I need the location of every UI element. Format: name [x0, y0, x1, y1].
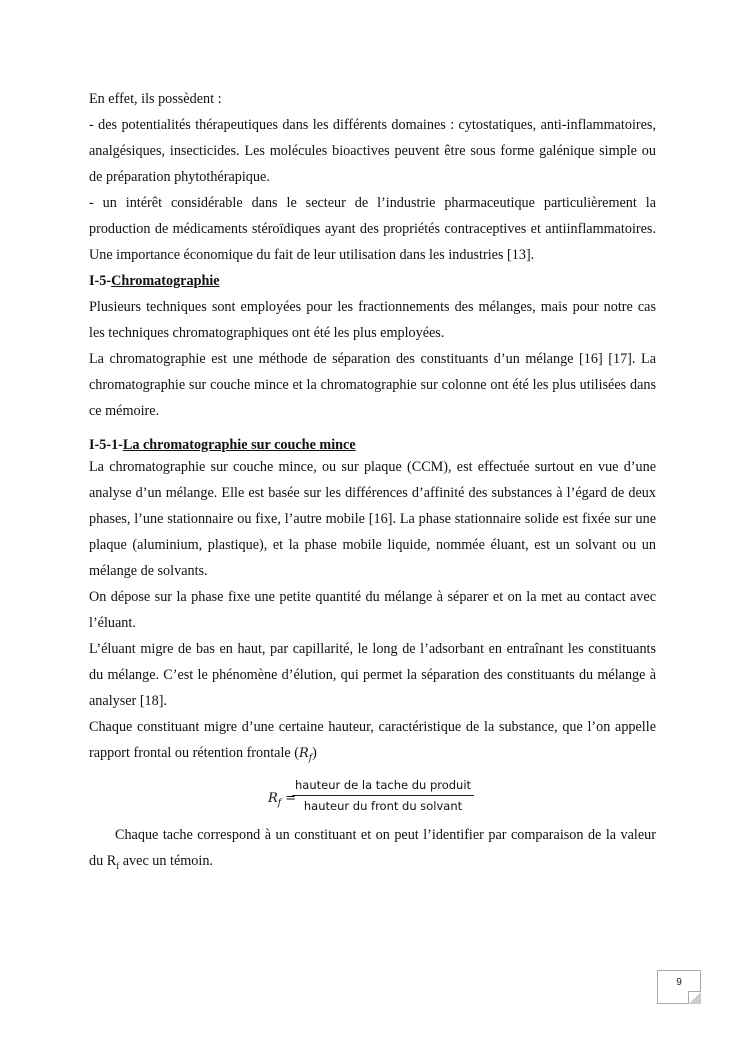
- subsection-title: La chromatographie sur couche mince: [122, 437, 356, 453]
- rf-symbol: $R_f$: [298, 746, 313, 764]
- formula-fraction: [292, 775, 474, 816]
- formula-lhs: $R_f$ =: [268, 790, 297, 809]
- subsection-number: I-5-1-: [89, 437, 123, 453]
- section-heading-ccm: [89, 437, 656, 454]
- paragraph-definition: La chromatographie est une méthode de séparation des constituants d’un mélange [16] [17]. La chromatographie sur couche mince et la chromatographie sur colonne ont été les plus utilisées dans ce mémoire.: [89, 351, 656, 419]
- section-number: I-5-: [89, 273, 112, 289]
- page-body: [89, 86, 656, 878]
- rapport-frontal-text: Chaque constituant migre d’une certaine hauteur, caractéristique de la substance, que l’on appelle rapport frontal ou rétention frontale (: [89, 719, 656, 761]
- intro-text: En effet, ils possèdent :: [89, 91, 222, 107]
- close-paren: ): [312, 745, 317, 761]
- paragraph-elution: L’éluant migre de bas en haut, par capillarité, le long de l’adsorbant en entraînant les constituants du mélange. C’est le phénomène d’élution, qui permet la séparation des constituants du mélange à analyser [18].: [89, 641, 656, 709]
- formula-numerator: hauteur de la tache du produit: [292, 775, 474, 796]
- section-heading-chromatographie: [89, 268, 656, 294]
- page-number-box: [657, 970, 701, 1004]
- page-number: 9: [676, 977, 682, 988]
- paragraph-ccm-description: La chromatographie sur couche mince, ou sur plaque (CCM), est effectuée surtout en vue d’une analyse d’un mélange. Elle est basée sur les différences d’affinité des substances à l’égard de deux phases, l’une stationnaire ou fixe, l’autre mobile [16]. La phase stationnaire solide est fixée sur une plaque (aluminium, plastique), et la phase mobile liquide, nommée éluant, est un solvant ou un mélange de solvants.: [89, 459, 656, 579]
- bullet-pharmaceutical: - un intérêt considérable dans le secteur de l’industrie pharmaceutique particulièrement la production de médicaments stéroïdiques ayant des propriétés contraceptives et antiinflammatoires. Une importance économique du fait de leur utilisation dans les industries [13].: [89, 195, 656, 263]
- section-title: Chromatographie: [111, 273, 220, 289]
- bullet-therapeutic: - des potentialités thérapeutiques dans les différents domaines : cytostatiques, anti-inflammatoires, analgésiques, insecticides. Les molécules bioactives peuvent être sous forme galénique simple ou de préparation phytothérapique.: [89, 117, 656, 185]
- paragraph-identification: Chaque tache correspond à un constituant et on peut l’identifier par comparaison de la valeur du $R_f$ avec un témoin.: [89, 826, 656, 871]
- page-fold-icon: [688, 991, 701, 1004]
- formula-denominator: hauteur du front du solvant: [303, 798, 463, 813]
- paragraph-fractionnements: Plusieurs techniques sont employées pour les fractionnements des mélanges, mais pour notre cas les techniques chromatographiques ont été les plus employées.: [89, 299, 656, 341]
- paragraph-depot: On dépose sur la phase fixe une petite quantité du mélange à séparer et on la met au contact avec l’éluant.: [89, 589, 656, 631]
- paragraph-rapport-frontal: [89, 714, 656, 772]
- rf-formula: [89, 775, 656, 819]
